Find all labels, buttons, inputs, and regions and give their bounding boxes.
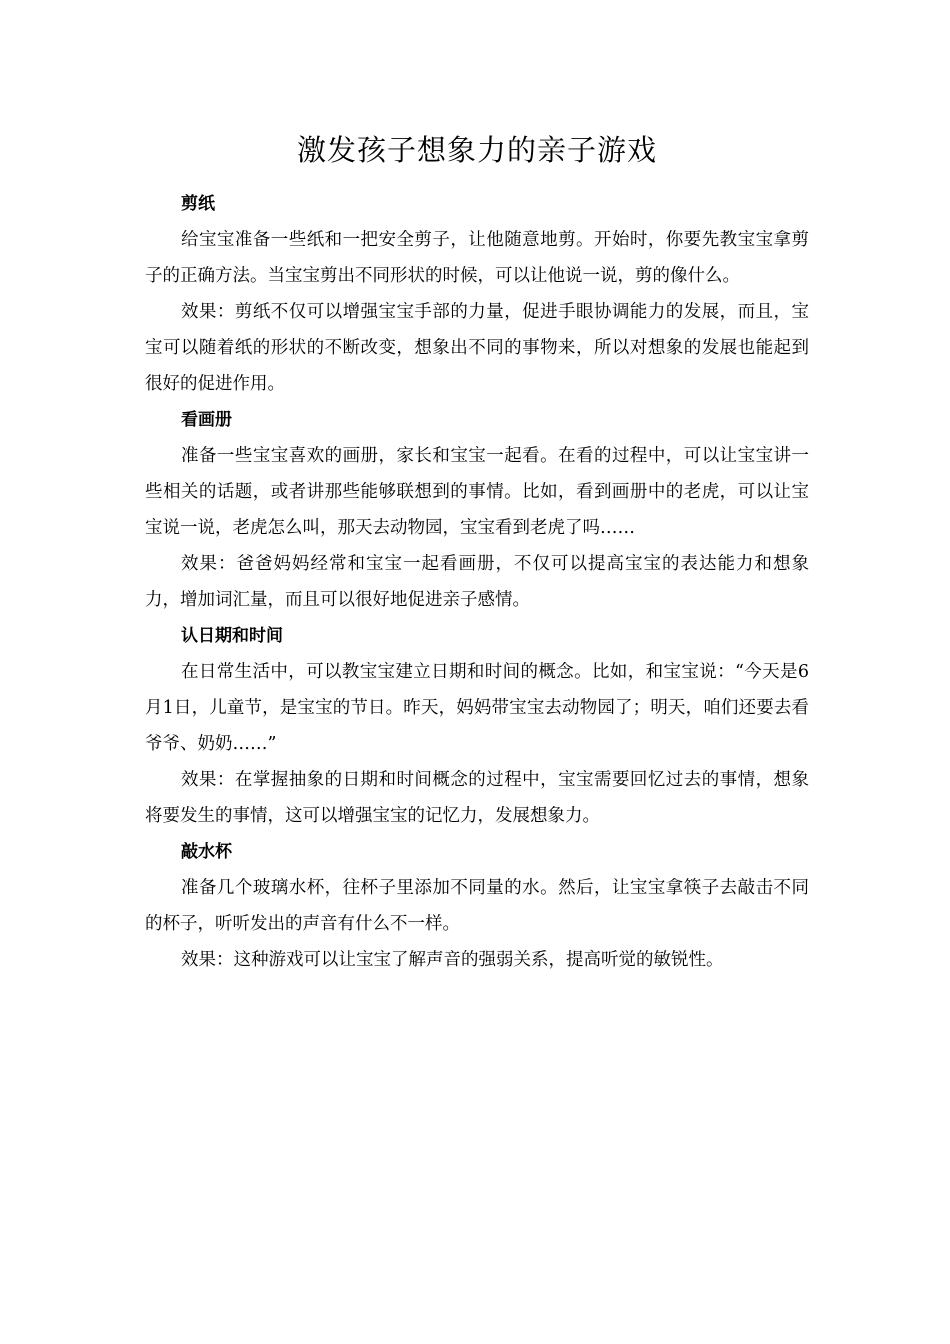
section-paragraph: 在日常生活中，可以教宝宝建立日期和时间的概念。比如，和宝宝说：“今天是6月1日，儿童节，是宝宝的节日。昨天，妈妈带宝宝去动物园了；明天，咱们还要去看爷爷、奶奶……” — [145, 662, 809, 754]
section-paragraph: 准备一些宝宝喜欢的画册，家长和宝宝一起看。在看的过程中，可以让宝宝讲一些相关的话题，或者讲那些能够联想到的事情。比如，看到画册中的老虎，可以让宝宝说一说，老虎怎么叫，那天去动物园，宝宝看到老虎了吗…… — [145, 446, 809, 538]
section-heading: 敲水杯 — [181, 842, 232, 862]
section-heading: 剪纸 — [181, 194, 215, 214]
page-title: 激发孩子想象力的亲子游戏 — [296, 133, 657, 167]
section-paragraph: 效果：爸爸妈妈经常和宝宝一起看画册，不仅可以提高宝宝的表达能力和想象力，增加词汇量，而且可以很好地促进亲子感情。 — [145, 554, 809, 610]
section-paragraph: 效果：剪纸不仅可以增强宝宝手部的力量，促进手眼协调能力的发展，而且，宝宝可以随着纸的形状的不断改变，想象出不同的事物来，所以对想象的发展也能起到很好的促进作用。 — [145, 302, 809, 394]
section-paragraph: 给宝宝准备一些纸和一把安全剪子，让他随意地剪。开始时，你要先教宝宝拿剪子的正确方法。当宝宝剪出不同形状的时候，可以让他说一说，剪的像什么。 — [145, 230, 809, 286]
section-heading: 看画册 — [181, 410, 232, 430]
section-date-time — [145, 618, 809, 834]
document-page — [145, 128, 809, 978]
section-paper-cutting — [145, 186, 809, 402]
section-paragraph: 效果：这种游戏可以让宝宝了解声音的强弱关系，提高听觉的敏锐性。 — [181, 950, 724, 970]
section-water-glasses — [145, 834, 809, 978]
section-paragraph: 准备几个玻璃水杯，往杯子里添加不同量的水。然后，让宝宝拿筷子去敲击不同的杯子，听听发出的声音有什么不一样。 — [145, 878, 809, 934]
section-paragraph: 效果：在掌握抽象的日期和时间概念的过程中，宝宝需要回忆过去的事情，想象将要发生的事情，这可以增强宝宝的记忆力，发展想象力。 — [145, 770, 809, 826]
section-picture-book — [145, 402, 809, 618]
section-heading: 认日期和时间 — [181, 626, 283, 646]
